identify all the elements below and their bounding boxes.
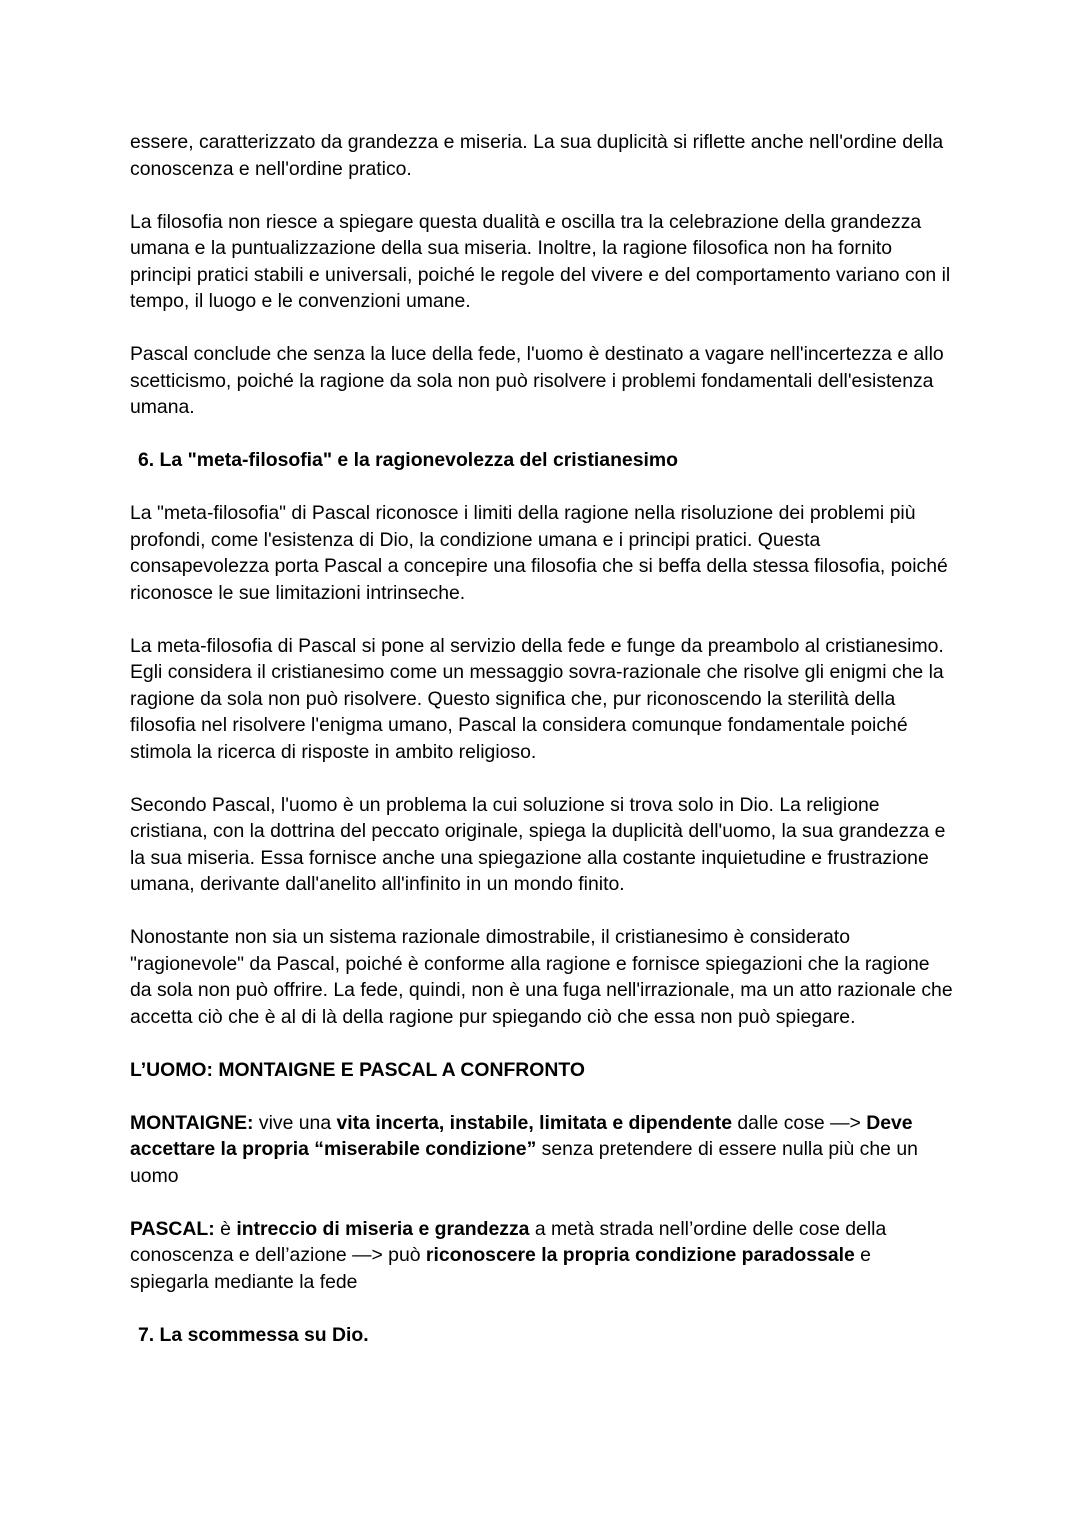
heading-section-6-meta-filosofia: 6. La "meta-filosofia" e la ragionevolezza del cristianesimo — [138, 449, 678, 471]
paragraph-uomo-problema: Secondo Pascal, l'uomo è un problema la cui soluzione si trova solo in Dio. La religione cristiana, con la dottrina del peccato originale, spiega la duplicità dell'uomo, la sua grandezza e la sua miseria. Essa fornisce anche una spiegazione alla costante inquietudine e frustrazione umana, derivante dall'anelito all'infinito in un mondo finito. — [130, 793, 946, 895]
document-content — [130, 129, 954, 1348]
paragraph-pascal-conclude: Pascal conclude che senza la luce della fede, l'uomo è destinato a vagare nell'incertezza e allo scetticismo, poiché la ragione da sola non può risolvere i problemi fondamentali dell'esistenza umana. — [130, 343, 944, 418]
heading-uomo-montaigne-pascal-confronto: L’UOMO: MONTAIGNE E PASCAL A CONFRONTO — [130, 1058, 585, 1081]
paragraph-cristianesimo-ragionevole: Nonostante non sia un sistema razionale dimostrabile, il cristianesimo è considerato "ragionevole" da Pascal, poiché è conforme alla ragione e fornisce spiegazioni che la ragione da sola non può offrire. La fede, quindi, non è una fuga nell'irrazionale, ma un atto razionale che accetta ciò che è al di là della ragione pur spiegando ciò che essa non può spiegare. — [130, 926, 953, 1028]
paragraph-filosofia-dualita: La filosofia non riesce a spiegare questa dualità e oscilla tra la celebrazione della grandezza umana e la puntualizzazione della sua miseria. Inoltre, la ragione filosofica non ha fornito principi pratici stabili e universali, poiché le regole del vivere e del comportamento variano con il tempo, il luogo e le convenzioni umane. — [130, 210, 951, 312]
paragraph-meta-filosofia-limiti: La "meta-filosofia" di Pascal riconosce i limiti della ragione nella risoluzione dei problemi più profondi, come l'esistenza di Dio, la condizione umana e i principi pratici. Questa consapevolezza porta Pascal a concepire una filosofia che si beffa della stessa filosofia, poiché riconosce le sue limitazioni intrinseche. — [130, 502, 948, 604]
paragraph-montaigne: MONTAIGNE: vive una vita incerta, instabile, limitata e dipendente dalle cose —> Deve accettare la propria “miserabile condizione” senza pretendere di essere nulla più che un uomo — [130, 1111, 918, 1187]
paragraph-meta-filosofia-fede: La meta-filosofia di Pascal si pone al servizio della fede e funge da preambolo al cristianesimo. Egli considera il cristianesimo come un messaggio sovra-razionale che risolve gli enigmi che la ragione da sola non può risolvere. Questo significa che, pur riconoscendo la sterilità della filosofia nel risolvere l'enigma umano, Pascal la considera comunque fondamentale poiché stimola la ricerca di risposte in ambito religioso. — [130, 634, 944, 763]
paragraph-duplicita-continued: essere, caratterizzato da grandezza e miseria. La sua duplicità si riflette anche nell'ordine della conoscenza e nell'ordine pratico. — [130, 131, 944, 180]
paragraph-pascal: PASCAL: è intreccio di miseria e grandezza a metà strada nell’ordine delle cose della conoscenza e dell’azione —> può riconoscere la propria condizione paradossale e spiegarla mediante la fede — [130, 1217, 887, 1293]
heading-section-7-scommessa-su-dio: 7. La scommessa su Dio. — [138, 1323, 369, 1346]
